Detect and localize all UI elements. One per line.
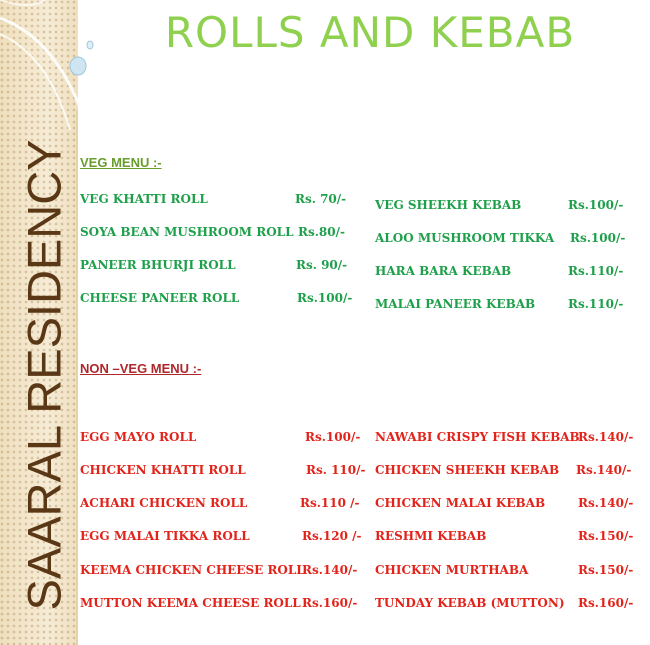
decorative-curves-icon (0, 0, 110, 130)
menu-item-name: CHEESE PANEER ROLL (80, 291, 240, 305)
menu-item-price: Rs.160/- (302, 596, 358, 610)
menu-item-price: Rs.80/- (298, 225, 345, 239)
nonveg-menu-heading: NON –VEG MENU :- (80, 361, 202, 376)
menu-item-name: VEG KHATTI ROLL (80, 192, 208, 206)
menu-item-price: Rs.110 /- (300, 496, 360, 510)
menu-item-name: KEEMA CHICKEN CHEESE ROLL (80, 563, 305, 577)
menu-item-price: Rs. 70/- (295, 192, 347, 206)
menu-item-name: ACHARI CHICKEN ROLL (80, 496, 248, 510)
menu-item-price: Rs.140/- (578, 430, 634, 444)
menu-item-price: Rs.140/- (578, 496, 634, 510)
menu-item-price: Rs.140/- (302, 563, 358, 577)
menu-item-price: Rs.110/- (568, 264, 624, 278)
menu-item-price: Rs.160/- (578, 596, 634, 610)
menu-item-price: Rs.120 /- (302, 529, 362, 543)
menu-item-price: Rs.150/- (578, 529, 634, 543)
menu-item-name: CHICKEN MALAI KEBAB (375, 496, 546, 510)
menu-item-price: Rs.100/- (297, 291, 353, 305)
menu-item-name: RESHMI KEBAB (375, 529, 487, 543)
menu-item-name: TUNDAY KEBAB (MUTTON) (375, 596, 565, 610)
menu-item-name: CHICKEN SHEEKH KEBAB (375, 463, 560, 477)
menu-item-price: Rs. 110/- (306, 463, 366, 477)
menu-item-name: MUTTON KEEMA CHEESE ROLL (80, 596, 301, 610)
menu-item-price: Rs.140/- (576, 463, 632, 477)
menu-item-name: MALAI PANEER KEBAB (375, 297, 536, 311)
menu-item-name: ALOO MUSHROOM TIKKA (375, 231, 555, 245)
menu-item-price: Rs. 90/- (296, 258, 348, 272)
menu-item-name: EGG MAYO ROLL (80, 430, 197, 444)
menu-item-price: Rs.100/- (568, 198, 624, 212)
menu-item-name: PANEER BHURJI ROLL (80, 258, 236, 272)
menu-item-name: NAWABI CRISPY FISH KEBAB (375, 430, 580, 444)
menu-item-name: EGG MALAI TIKKA ROLL (80, 529, 250, 543)
menu-item-name: HARA BARA KEBAB (375, 264, 512, 278)
page-title: ROLLS AND KEBAB (164, 8, 576, 57)
menu-item-price: Rs.110/- (568, 297, 624, 311)
menu-item-name: CHICKEN MURTHABA (375, 563, 529, 577)
menu-item-price: Rs.150/- (578, 563, 634, 577)
menu-item-name: CHICKEN KHATTI ROLL (80, 463, 246, 477)
veg-menu-heading: VEG MENU :- (80, 155, 162, 170)
menu-item-name: SOYA BEAN MUSHROOM ROLL (80, 225, 294, 239)
side-divider (76, 110, 78, 645)
menu-item-price: Rs.100/- (570, 231, 626, 245)
menu-item-name: VEG SHEEKH KEBAB (375, 198, 522, 212)
menu-item-price: Rs.100/- (305, 430, 361, 444)
